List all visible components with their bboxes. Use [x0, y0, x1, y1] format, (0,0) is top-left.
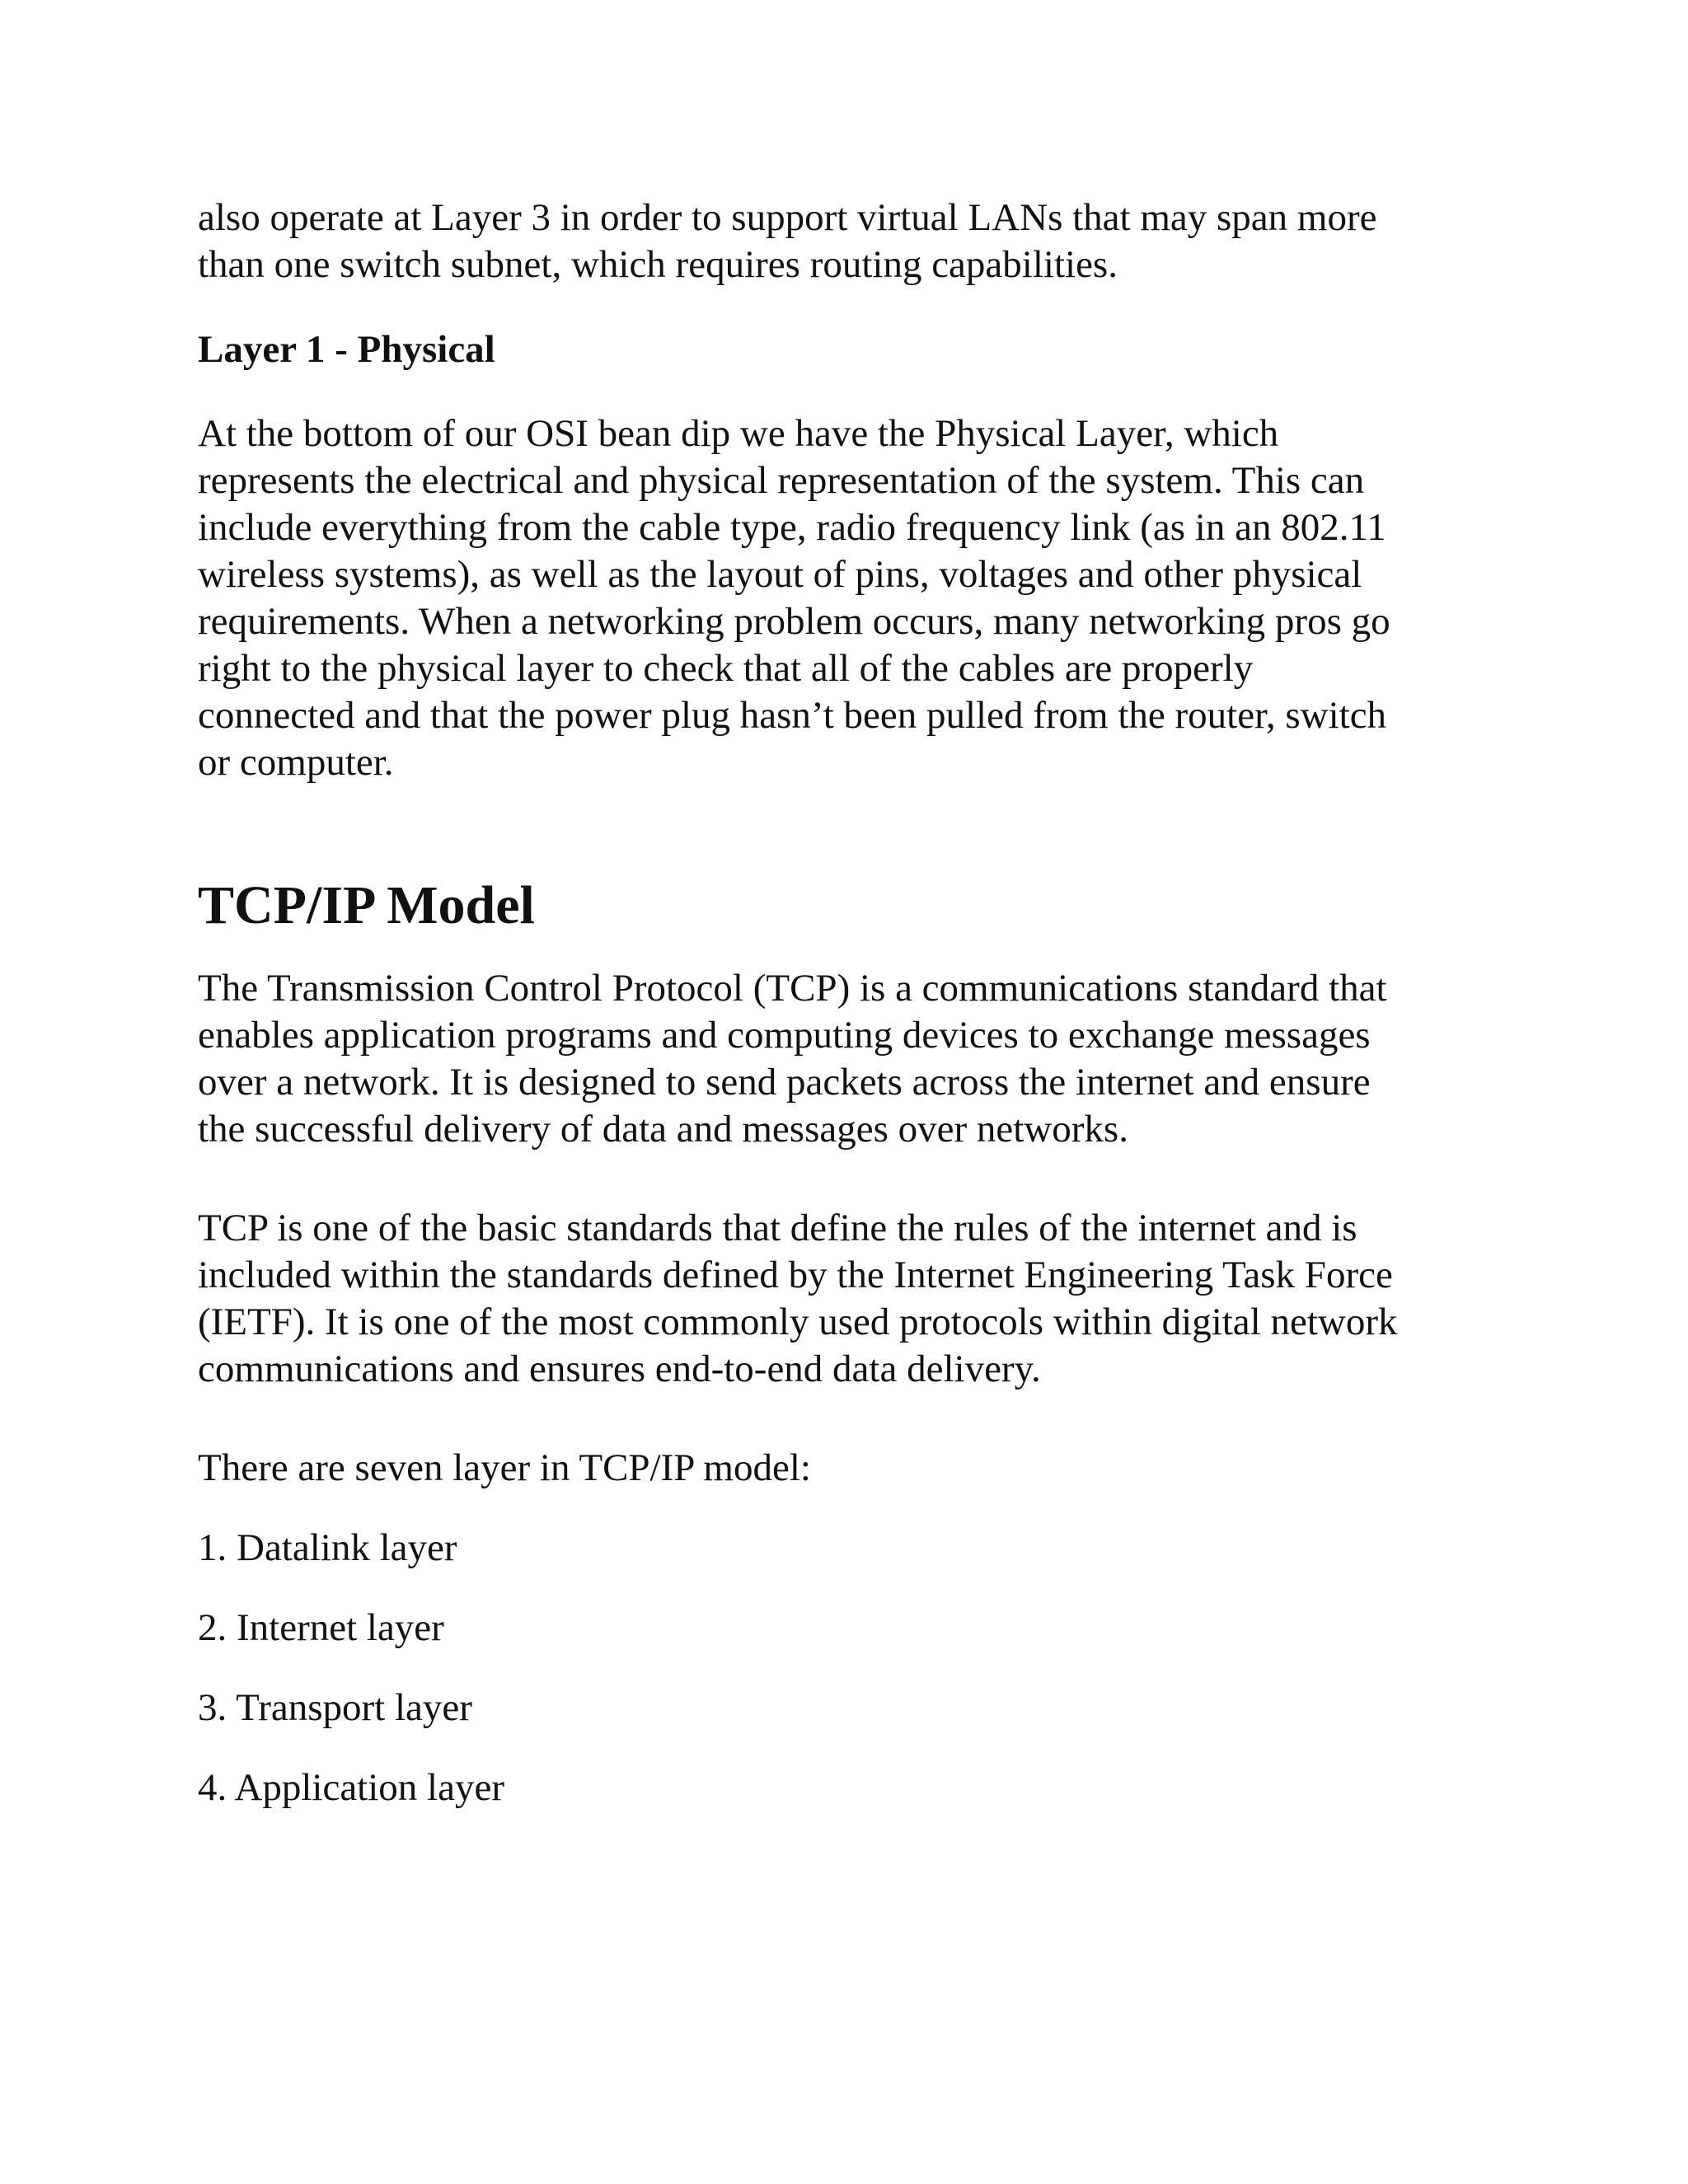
tcp-paragraph-1: The Transmission Control Protocol (TCP) is a communications standard that enables application programs and computing devices to exchange messages over a network. It is designed to send packets across the internet and ensure the successful delivery of data and messages over networks.: [198, 967, 1387, 1151]
page-content: [198, 194, 1484, 1844]
list-item: 1. Datalink layer: [198, 1526, 457, 1569]
list-item: 2. Internet layer: [198, 1606, 444, 1649]
spacer: [198, 939, 1484, 965]
spacer: [198, 373, 1484, 410]
spacer: [198, 786, 1484, 873]
list-item: 4. Application layer: [198, 1766, 504, 1809]
list-item: 3. Transport layer: [198, 1686, 472, 1729]
layers-intro: There are seven layer in TCP/IP model:: [198, 1446, 811, 1489]
spacer: [198, 288, 1484, 326]
spacer: [198, 1492, 1484, 1525]
layers-list: [198, 1525, 1484, 1811]
layer1-paragraph: At the bottom of our OSI bean dip we have the Physical Layer, which represents the electrical and physical representation of the system. This can include everything from the cable type, radio frequency link (as in an 802.11 wireless systems), as well as the layout of pins, voltages and other physical requirements. When a networking problem occurs, many networking pros go right to the physical layer to check that all of the cables are properly connected and that the power plug hasn’t been pulled from the router, switch or computer.: [198, 412, 1390, 784]
layer1-heading: Layer 1 - Physical: [198, 328, 495, 371]
tcpip-heading: TCP/IP Model: [198, 875, 535, 935]
tcp-paragraph-2: TCP is one of the basic standards that define the rules of the internet and is included within the standards defined by the Internet Engineering Task Force (IETF). It is one of the most commonly used protocols within digital network communications and ensures end-to-end data delivery.: [198, 1207, 1398, 1390]
spacer: [198, 1393, 1484, 1445]
intro-paragraph: also operate at Layer 3 in order to support virtual LANs that may span more than one switch subnet, which requires routing capabilities.: [198, 196, 1377, 286]
spacer: [198, 1153, 1484, 1205]
